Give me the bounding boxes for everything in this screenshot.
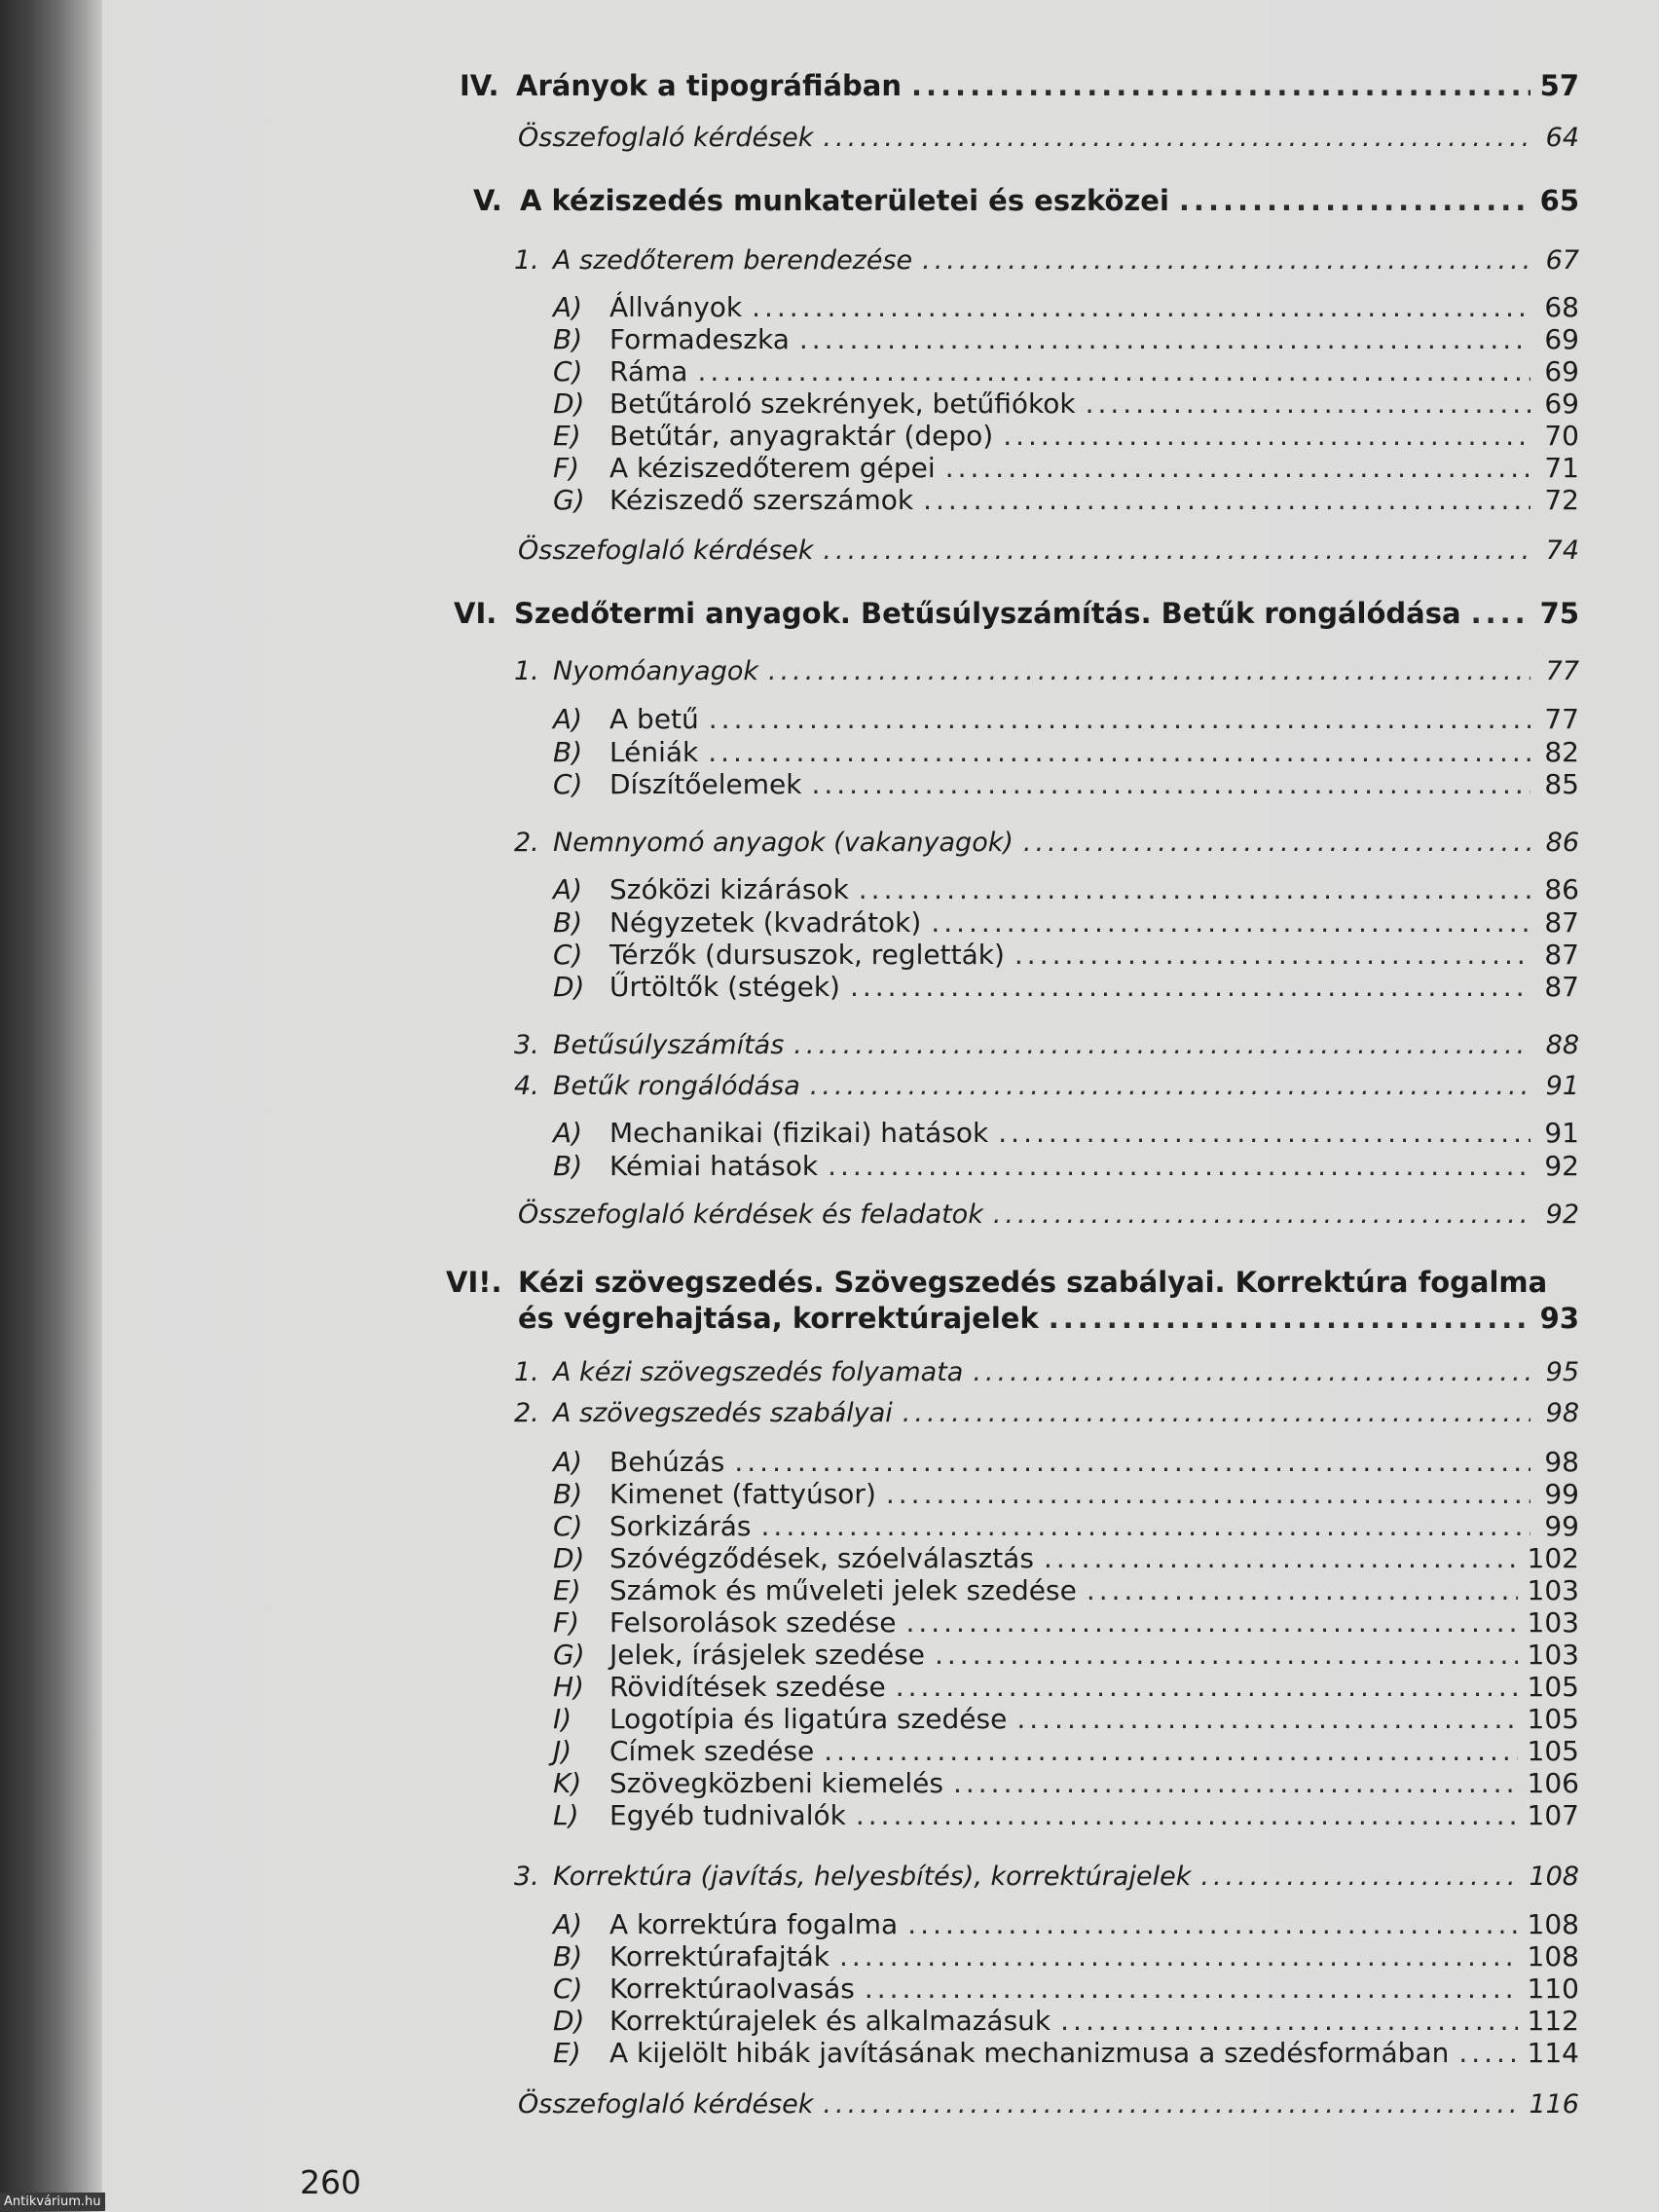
- toc-chapter-5-summary: [518, 537, 1579, 564]
- page-ref: 91: [1545, 1071, 1579, 1101]
- page-ref: 91: [1544, 1117, 1579, 1149]
- toc-chapter-6-summary: [518, 1201, 1579, 1228]
- dot-leader: [953, 1770, 1518, 1797]
- page-ref: 77: [1544, 703, 1579, 735]
- page-ref: 105: [1527, 1735, 1579, 1767]
- chapter-title: Arányok a tipográfiában: [516, 69, 902, 102]
- toc-item: [553, 484, 1579, 516]
- dot-leader: [1003, 423, 1530, 450]
- page-ref: 105: [1527, 1671, 1579, 1703]
- dot-leader: [708, 739, 1530, 766]
- chapter-number: VI!.: [446, 1266, 502, 1299]
- page-ref: 114: [1527, 2037, 1579, 2069]
- summary-title: Összefoglaló kérdések: [518, 123, 814, 153]
- toc-item: [553, 420, 1579, 452]
- section-title: Betűk rongálódása: [553, 1071, 800, 1101]
- dot-leader: [886, 1481, 1530, 1508]
- item-title: Négyzetek (kvadrátok): [609, 906, 922, 939]
- toc-section-7-2: [514, 1400, 1579, 1426]
- dot-leader: [865, 1975, 1518, 2003]
- toc-item: [553, 941, 1579, 969]
- section-title: A szedőterem berendezése: [553, 245, 913, 276]
- dot-leader: [1023, 830, 1530, 856]
- dot-leader: [768, 658, 1530, 684]
- item-title: Számok és műveleti jelek szedése: [609, 1574, 1077, 1606]
- item-title: Jelek, írásjelek szedése: [609, 1639, 925, 1671]
- section-number: 1.: [514, 656, 539, 686]
- page-ref: 98: [1545, 1398, 1579, 1428]
- item-title: Formadeszka: [609, 323, 790, 355]
- item-title: Léniák: [609, 736, 699, 768]
- toc-item: [553, 291, 1579, 323]
- item-letter: H): [553, 1671, 584, 1703]
- toc-item: [553, 1117, 1579, 1149]
- page-ref: 69: [1544, 323, 1579, 355]
- page-ref: 107: [1527, 1799, 1579, 1831]
- toc-section-6-4: [514, 1073, 1579, 1099]
- chapter-number: IV.: [460, 69, 499, 102]
- page-ref: 108: [1527, 1940, 1579, 1972]
- item-title: Rövidítések szedése: [609, 1671, 886, 1703]
- item-letter: B): [553, 736, 583, 768]
- dot-leader: [734, 1449, 1530, 1476]
- item-letter: C): [553, 1972, 583, 2005]
- item-title: Állványok: [609, 291, 743, 323]
- item-letter: A): [553, 703, 583, 735]
- toc-section-6-3: [514, 1032, 1579, 1058]
- dot-leader: [1179, 187, 1530, 215]
- page-ref: 87: [1544, 939, 1579, 971]
- page-ref: 95: [1545, 1357, 1579, 1387]
- section-title: Nyomóanyagok: [553, 656, 758, 686]
- item-title: Logotípia és ligatúra szedése: [609, 1703, 1008, 1735]
- dot-leader: [823, 125, 1530, 151]
- item-title: Felsorolások szedése: [609, 1606, 897, 1639]
- item-letter: D): [553, 1542, 585, 1574]
- chapter-title: Szedőtermi anyagok. Betűsúlyszámítás. Betűk rongálódása: [514, 597, 1461, 630]
- summary-title: Összefoglaló kérdések: [518, 2089, 814, 2120]
- toc-item: [553, 1446, 1579, 1478]
- page-ref: 65: [1539, 184, 1579, 217]
- section-title: Korrektúra (javítás, helyesbítés), korrektúrajelek: [553, 1862, 1192, 1892]
- toc-item: [553, 1972, 1579, 2005]
- page-ref: 99: [1544, 1478, 1579, 1510]
- item-title: Sorkizárás: [609, 1510, 752, 1542]
- item-letter: C): [553, 355, 583, 387]
- section-title: A szövegszedés szabályai: [553, 1398, 893, 1428]
- dot-leader: [1086, 390, 1530, 418]
- dot-leader: [922, 247, 1530, 274]
- page-ref: 106: [1527, 1767, 1579, 1799]
- item-letter: C): [553, 939, 583, 971]
- item-title: Szóközi kizárások: [609, 873, 849, 905]
- toc-item: [553, 1908, 1579, 1940]
- chapter-title: A kéziszedés munkaterületei és eszközei: [520, 184, 1169, 217]
- item-title: Címek szedése: [609, 1735, 815, 1767]
- item-title: Betűtár, anyagraktár (depo): [609, 420, 994, 452]
- page-ref: 86: [1545, 828, 1579, 858]
- item-title: A korrektúra fogalma: [609, 1908, 899, 1940]
- page-ref: 85: [1544, 768, 1579, 800]
- section-number: 2.: [514, 828, 539, 858]
- item-title: Kéziszedő szerszámok: [609, 484, 914, 516]
- item-letter: B): [553, 1478, 583, 1510]
- toc-chapter-4-summary: [518, 125, 1579, 151]
- dot-leader: [1049, 1305, 1530, 1333]
- item-letter: D): [553, 2005, 585, 2037]
- dot-leader: [923, 487, 1530, 514]
- page-ref: 72: [1544, 484, 1579, 516]
- chapter-title: Kézi szövegszedés. Szövegszedés szabályai. Korrektúra fogalma: [518, 1266, 1548, 1299]
- page-ref: 74: [1545, 535, 1579, 566]
- toc-item: [553, 1703, 1579, 1735]
- summary-title: Összefoglaló kérdések: [518, 535, 814, 566]
- page-ref: 98: [1544, 1446, 1579, 1478]
- item-letter: E): [553, 420, 581, 452]
- dot-leader: [859, 876, 1530, 903]
- item-title: A kéziszedőterem gépei: [609, 452, 936, 484]
- item-letter: I): [553, 1703, 572, 1735]
- page-ref: 103: [1527, 1574, 1579, 1606]
- dot-leader: [752, 294, 1530, 321]
- item-letter: B): [553, 1150, 583, 1182]
- item-letter: G): [553, 1639, 585, 1671]
- page-ref: 88: [1545, 1030, 1579, 1060]
- dot-leader: [998, 1120, 1530, 1147]
- section-number: 4.: [514, 1071, 539, 1101]
- page-ref: 116: [1529, 2089, 1579, 2120]
- dot-leader: [907, 1911, 1517, 1938]
- item-title: Betűtároló szekrények, betűfiókok: [609, 387, 1076, 420]
- dot-leader: [856, 1802, 1518, 1829]
- page-ref: 57: [1539, 69, 1579, 102]
- item-title: Mechanikai (fizikai) hatások: [609, 1117, 989, 1149]
- page-ref: 68: [1544, 291, 1579, 323]
- item-letter: A): [553, 873, 583, 905]
- dot-leader: [935, 1641, 1518, 1669]
- dot-leader: [973, 1359, 1530, 1385]
- dot-leader: [993, 1201, 1530, 1228]
- page-ref: 108: [1527, 1908, 1579, 1940]
- toc-item: [553, 1799, 1579, 1831]
- page-ref: 82: [1544, 736, 1579, 768]
- toc-item: [553, 1510, 1579, 1542]
- toc-item: [553, 323, 1579, 355]
- toc-item: [553, 2005, 1579, 2037]
- section-number: 1.: [514, 245, 539, 276]
- page-ref: 87: [1544, 971, 1579, 1003]
- toc-chapter-4: [460, 69, 1579, 102]
- item-title: Szövegközbeni kiemelés: [609, 1767, 943, 1799]
- chapter-number: V.: [473, 184, 502, 217]
- page-ref: 64: [1545, 123, 1579, 153]
- toc-chapter-7-line-1: [446, 1266, 1547, 1299]
- dot-leader: [799, 326, 1530, 353]
- dot-leader: [823, 2091, 1519, 2118]
- toc-chapter-5: [473, 184, 1579, 217]
- dot-leader: [828, 1153, 1530, 1180]
- summary-title: Összefoglaló kérdések és feladatok: [518, 1199, 983, 1230]
- chapter-title-continued: és végrehajtása, korrektúrajelek: [518, 1302, 1039, 1335]
- page-ref: 112: [1527, 2005, 1579, 2037]
- dot-leader: [1200, 1863, 1519, 1890]
- page-ref: 87: [1544, 906, 1579, 939]
- toc-item: [553, 355, 1579, 387]
- item-letter: L): [553, 1799, 579, 1831]
- item-letter: G): [553, 484, 585, 516]
- toc-item: [553, 736, 1579, 768]
- toc-item: [553, 873, 1579, 905]
- item-letter: B): [553, 323, 583, 355]
- page-number: 260: [300, 2163, 361, 2201]
- dot-leader: [697, 358, 1530, 386]
- page-ref: 77: [1545, 656, 1579, 686]
- dot-leader: [1044, 1545, 1518, 1572]
- page-ref: 110: [1527, 1972, 1579, 2005]
- dot-leader: [709, 706, 1530, 733]
- toc-item: [553, 452, 1579, 484]
- toc-item: [553, 768, 1579, 800]
- item-letter: B): [553, 906, 583, 939]
- toc-item: [553, 1940, 1579, 1972]
- toc-chapter-6: [454, 597, 1579, 630]
- item-letter: F): [553, 1606, 580, 1639]
- toc-item: [553, 1671, 1579, 1703]
- dot-leader: [824, 1738, 1517, 1765]
- dot-leader: [1471, 600, 1530, 628]
- dot-leader: [911, 72, 1530, 100]
- item-title: Kémiai hatások: [609, 1150, 819, 1182]
- item-title: Egyéb tudnivalók: [609, 1799, 846, 1831]
- item-letter: A): [553, 291, 583, 323]
- dot-leader: [903, 1400, 1530, 1426]
- toc-section-7-3: [514, 1863, 1579, 1890]
- toc-section-7-1: [514, 1359, 1579, 1385]
- item-letter: A): [553, 1117, 583, 1149]
- dot-leader: [811, 771, 1530, 798]
- item-title: A betű: [609, 703, 699, 735]
- dot-leader: [810, 1073, 1530, 1099]
- section-number: 2.: [514, 1398, 539, 1428]
- item-title: Ráma: [609, 355, 688, 387]
- page-ref: 92: [1545, 1199, 1579, 1230]
- section-number: 1.: [514, 1357, 539, 1387]
- toc-item: [553, 1574, 1579, 1606]
- page-ref: 71: [1544, 452, 1579, 484]
- page-ref: 93: [1539, 1302, 1579, 1335]
- page-ref: 70: [1544, 420, 1579, 452]
- item-letter: E): [553, 2037, 581, 2069]
- item-title: Korrektúrafajták: [609, 1940, 830, 1972]
- section-number: 3.: [514, 1862, 539, 1892]
- toc-item: [553, 1767, 1579, 1799]
- dot-leader: [823, 537, 1530, 564]
- item-title: Szóvégződések, szóelválasztás: [609, 1542, 1034, 1574]
- toc-item: [553, 971, 1579, 1003]
- toc-chapter-7-summary: [518, 2091, 1579, 2118]
- dot-leader: [945, 455, 1530, 482]
- item-title: A kijelölt hibák javításának mechanizmusa a szedésformában: [609, 2037, 1450, 2069]
- page-ref: 99: [1544, 1510, 1579, 1542]
- item-letter: K): [553, 1767, 582, 1799]
- toc-item: [553, 1641, 1579, 1669]
- dot-leader: [1014, 941, 1530, 969]
- dot-leader: [839, 1943, 1518, 1971]
- toc-item: [553, 1606, 1579, 1639]
- item-letter: A): [553, 1908, 583, 1940]
- dot-leader: [905, 1609, 1517, 1637]
- page-ref: 69: [1544, 355, 1579, 387]
- item-letter: A): [553, 1446, 583, 1478]
- item-title: Korrektúraolvasás: [609, 1972, 855, 2005]
- dot-leader: [850, 974, 1530, 1001]
- chapter-number: VI.: [454, 597, 498, 630]
- item-title: Behúzás: [609, 1446, 725, 1478]
- page-ref: 102: [1527, 1542, 1579, 1574]
- item-title: Díszítőelemek: [609, 768, 802, 800]
- section-number: 3.: [514, 1030, 539, 1060]
- dot-leader: [1087, 1577, 1518, 1604]
- dot-leader: [793, 1032, 1530, 1058]
- watermark: Antikvárium.hu: [0, 2193, 105, 2211]
- section-title: Nemnyomó anyagok (vakanyagok): [553, 828, 1014, 858]
- item-title: Korrektúrajelek és alkalmazásuk: [609, 2005, 1051, 2037]
- page-ref: 103: [1527, 1639, 1579, 1671]
- dot-leader: [931, 909, 1530, 937]
- toc-chapter-7-line-2: [518, 1302, 1579, 1335]
- dot-leader: [1060, 2008, 1517, 2035]
- item-letter: E): [553, 1574, 581, 1606]
- item-title: Kimenet (fattyúsor): [609, 1478, 876, 1510]
- toc-section-5-1: [514, 247, 1579, 274]
- item-letter: J): [553, 1735, 572, 1767]
- toc-item: [553, 1542, 1579, 1574]
- item-title: Térzők (dursuszok, regletták): [609, 939, 1005, 971]
- dot-leader: [1016, 1706, 1517, 1733]
- toc-item: [553, 703, 1579, 735]
- item-letter: C): [553, 768, 583, 800]
- toc-item: [553, 1735, 1579, 1767]
- section-title: A kézi szövegszedés folyamata: [553, 1357, 964, 1387]
- page-ref: 69: [1544, 387, 1579, 420]
- section-title: Betűsúlyszámítás: [553, 1030, 785, 1060]
- item-letter: B): [553, 1940, 583, 1972]
- item-title: Űrtöltők (stégek): [609, 971, 840, 1003]
- toc-item: [553, 1150, 1579, 1182]
- dot-leader: [1458, 2040, 1517, 2067]
- page-ref: 92: [1544, 1150, 1579, 1182]
- toc-section-6-2: [514, 830, 1579, 856]
- dot-leader: [896, 1674, 1518, 1701]
- item-letter: D): [553, 387, 585, 420]
- page-ref: 67: [1545, 245, 1579, 276]
- toc-item: [553, 906, 1579, 939]
- toc-section-6-1: [514, 658, 1579, 684]
- dot-leader: [761, 1513, 1530, 1540]
- toc-item: [553, 2037, 1579, 2069]
- item-letter: F): [553, 452, 580, 484]
- toc-item: [553, 387, 1579, 420]
- page-ref: 86: [1544, 873, 1579, 905]
- item-letter: C): [553, 1510, 583, 1542]
- page-ref: 105: [1527, 1703, 1579, 1735]
- toc-item: [553, 1478, 1579, 1510]
- page-ref: 103: [1527, 1606, 1579, 1639]
- page-ref: 75: [1539, 597, 1579, 630]
- page-ref: 108: [1529, 1862, 1579, 1892]
- item-letter: D): [553, 971, 585, 1003]
